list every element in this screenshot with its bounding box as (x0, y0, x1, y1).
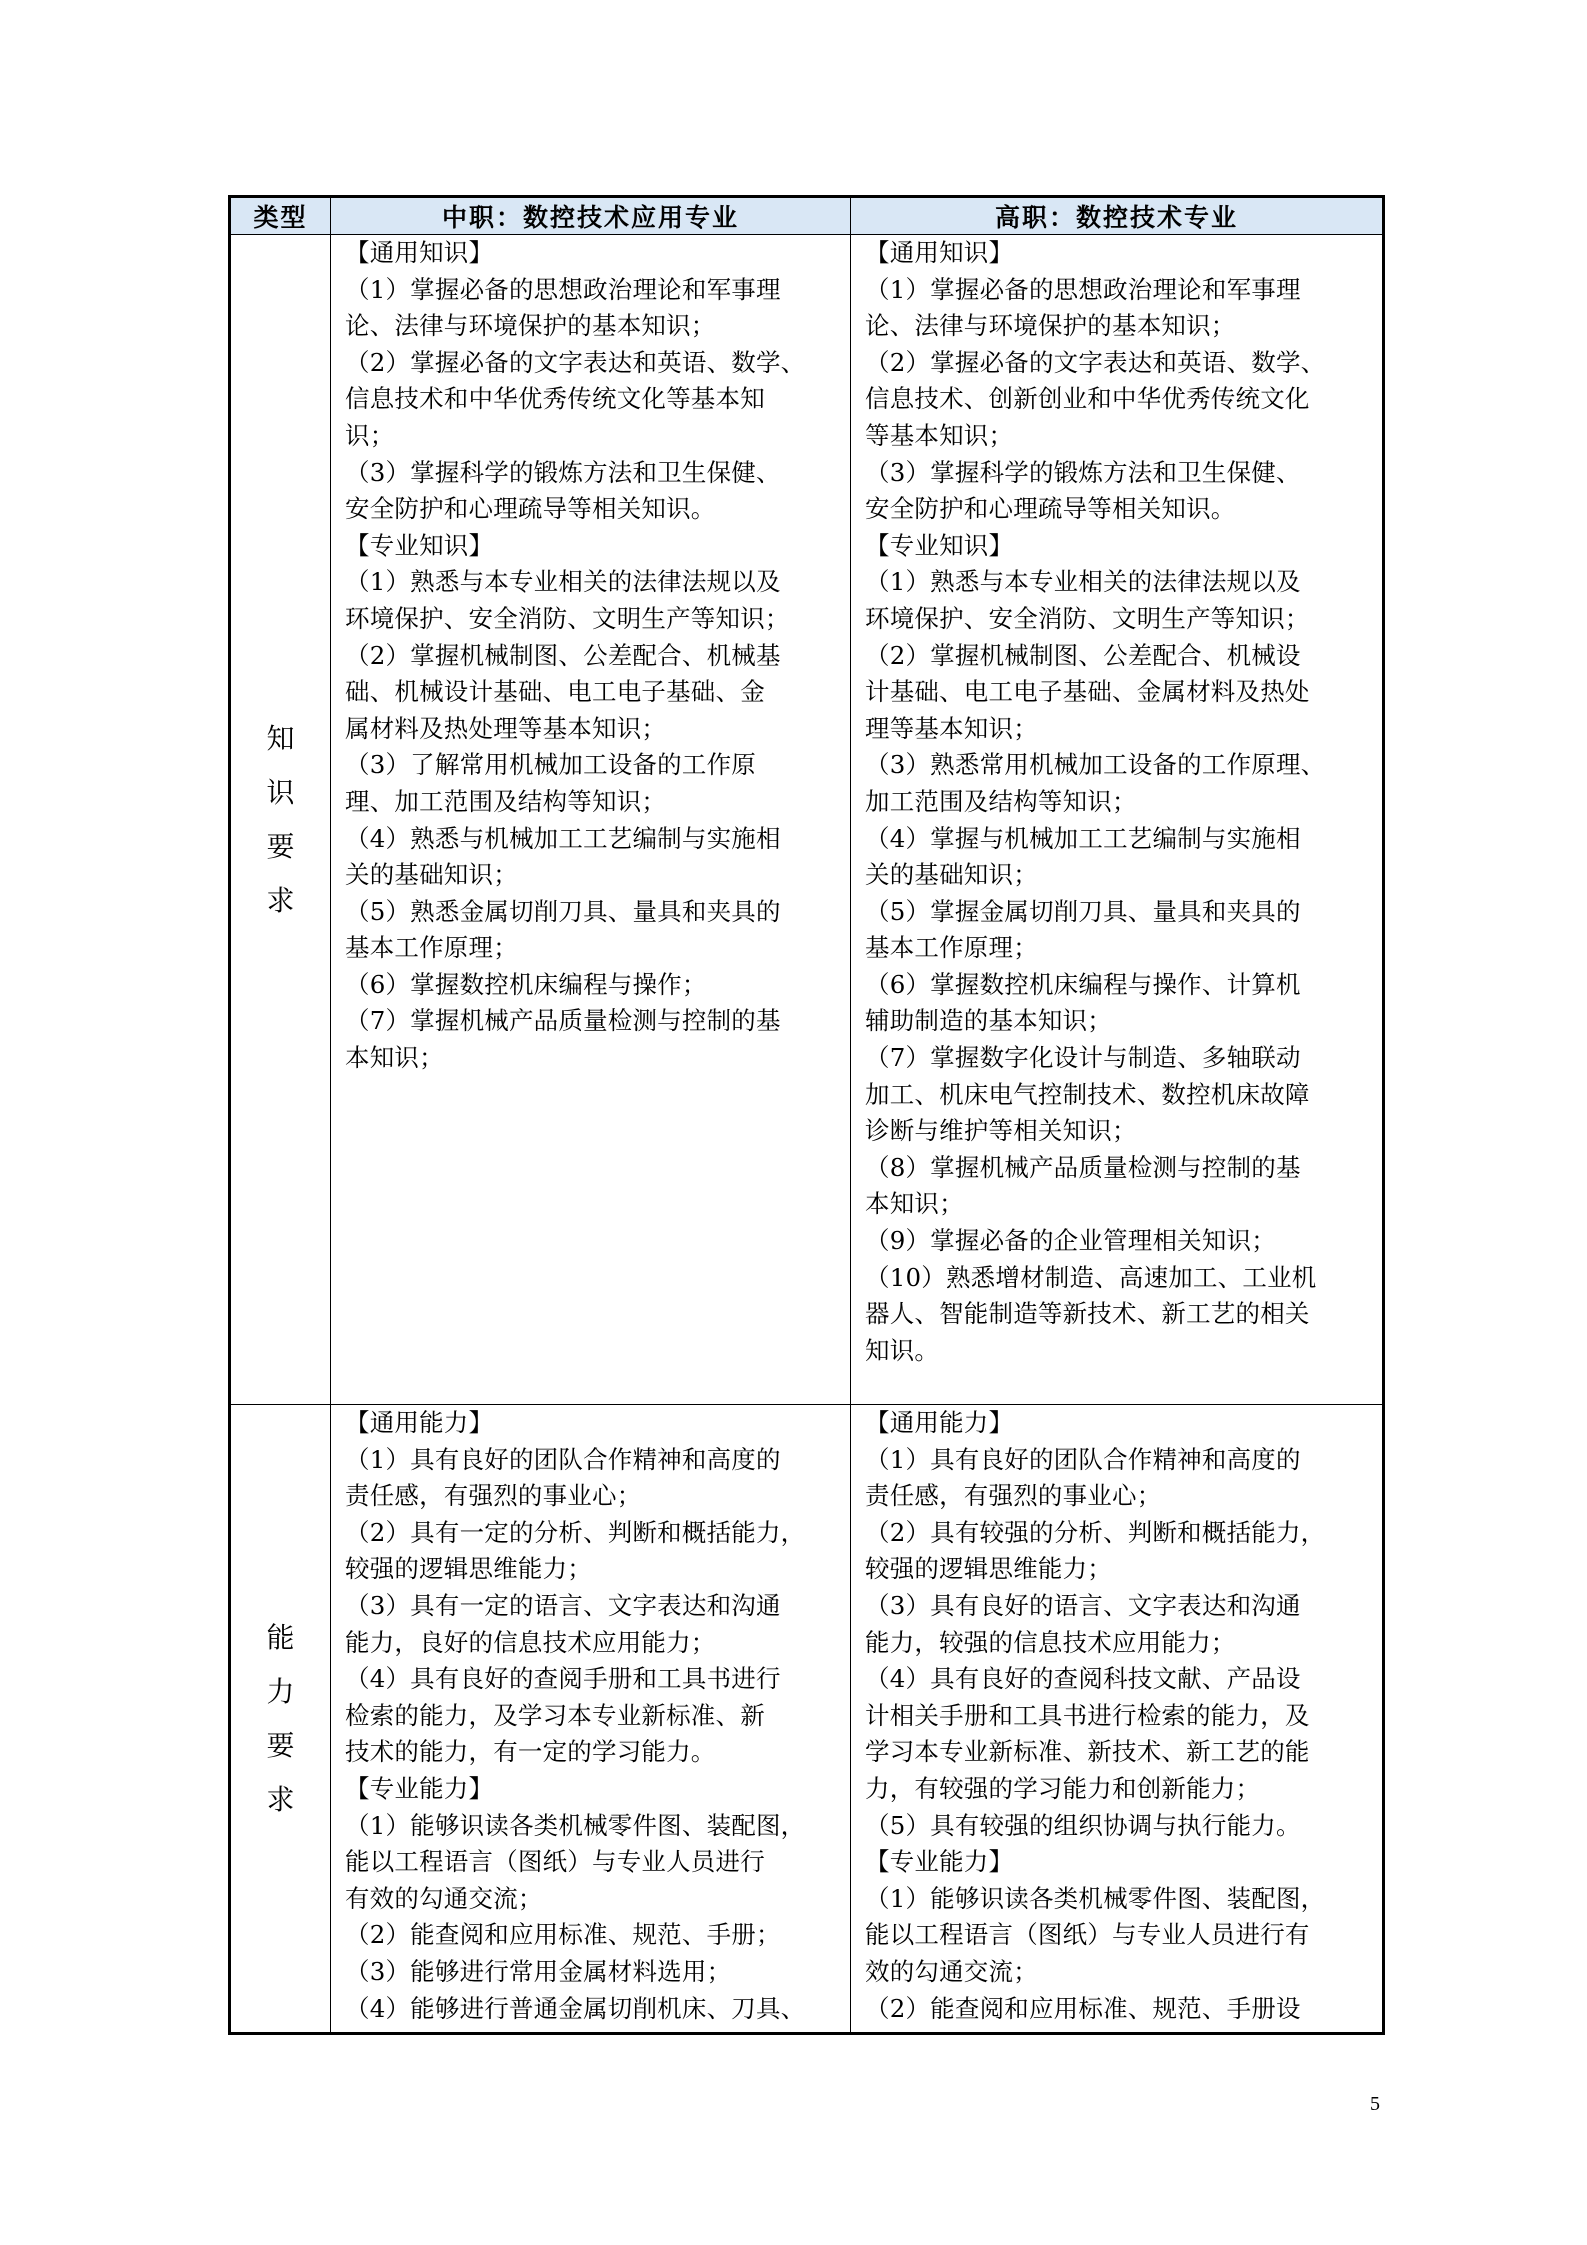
text-line: （1）掌握必备的思想政治理论和军事理 (865, 274, 1301, 304)
text-line: （9）掌握必备的企业管理相关知识； (865, 1226, 1276, 1256)
text-line: 【专业知识】 (345, 530, 494, 560)
text-line: 【通用能力】 (345, 1408, 494, 1437)
text-line: （1）能够识读各类机械零件图、装配图， (865, 1883, 1326, 1913)
row-type-ability (230, 1405, 331, 2034)
text-line: （10）熟悉增材制造、高速加工、工业机 (865, 1262, 1317, 1292)
text-line: （3）了解常用机械加工设备的工作原 (345, 750, 756, 780)
text-line: 器人、智能制造等新技术、新工艺的相关 (865, 1299, 1310, 1329)
text-line: 【专业能力】 (345, 1773, 494, 1803)
text-line: 等基本知识； (865, 420, 1014, 450)
text-line: 能力，较强的信息技术应用能力； (865, 1627, 1236, 1657)
text-line: 能以工程语言（图纸）与专业人员进行 (345, 1847, 765, 1877)
text-line: （3）掌握科学的锻炼方法和卫生保健、 (865, 457, 1301, 487)
row-type-label: 知识要求 (266, 721, 295, 917)
text-line: 论、法律与环境保护的基本知识； (865, 311, 1236, 341)
text-line: （7）掌握机械产品质量检测与控制的基 (345, 1006, 781, 1036)
text-line: 技术的能力，有一定的学习能力。 (345, 1737, 716, 1767)
text-line: （6）掌握数控机床编程与操作、计算机 (865, 969, 1301, 999)
curriculum-comparison-table (228, 195, 1385, 2035)
text-line: 基本工作原理； (865, 933, 1038, 963)
text-line: （1）具有良好的团队合作精神和高度的 (865, 1444, 1301, 1474)
text-line: 加工范围及结构等知识； (865, 786, 1137, 816)
text-line: 知识。 (865, 1335, 940, 1365)
text-line: 础、机械设计基础、电工电子基础、金 (345, 677, 765, 707)
row-type-knowledge (230, 235, 331, 1405)
text-line: （5）掌握金属切削刀具、量具和夹具的 (865, 896, 1301, 926)
text-line: 信息技术、创新创业和中华优秀传统文化 (865, 384, 1310, 414)
text-line: （1）能够识读各类机械零件图、装配图， (345, 1810, 806, 1840)
text-line: 加工、机床电气控制技术、数控机床故障 (865, 1079, 1310, 1109)
row-type-label: 能力要求 (266, 1620, 295, 1816)
text-line: 【通用知识】 (865, 238, 1014, 267)
text-line: 安全防护和心理疏导等相关知识。 (865, 494, 1236, 524)
text-line: 计基础、电工电子基础、金属材料及热处 (865, 677, 1310, 707)
text-line: （2）掌握机械制图、公差配合、机械设 (865, 640, 1301, 670)
text-line: （3）能够进行常用金属材料选用； (345, 1956, 732, 1986)
text-line: 环境保护、安全消防、文明生产等知识； (345, 603, 790, 633)
text-line: 本知识； (345, 1043, 444, 1073)
text-line: （1）熟悉与本专业相关的法律法规以及 (345, 567, 781, 597)
text-line: 辅助制造的基本知识； (865, 1006, 1112, 1036)
text-line: （1）熟悉与本专业相关的法律法规以及 (865, 567, 1301, 597)
text-line: （2）掌握机械制图、公差配合、机械基 (345, 640, 781, 670)
text-line: 效的勾通交流； (865, 1956, 1038, 1986)
table-header-row (230, 197, 1384, 235)
text-line: 责任感，有强烈的事业心； (865, 1481, 1162, 1511)
text-line: 安全防护和心理疏导等相关知识。 (345, 494, 716, 524)
text-line: （4）具有良好的查阅手册和工具书进行 (345, 1664, 781, 1694)
text-line: 属材料及热处理等基本知识； (345, 713, 667, 743)
text-line: （8）掌握机械产品质量检测与控制的基 (865, 1152, 1301, 1182)
text-line: 关的基础知识； (865, 860, 1038, 890)
text-line: （2）具有一定的分析、判断和概括能力， (345, 1517, 806, 1547)
ability-secondary-cell (331, 1405, 851, 2034)
text-line: 能力，良好的信息技术应用能力； (345, 1627, 716, 1657)
text-line: 论、法律与环境保护的基本知识； (345, 311, 716, 341)
text-line: 学习本专业新标准、新技术、新工艺的能 (865, 1737, 1310, 1767)
text-line: （4）掌握与机械加工工艺编制与实施相 (865, 823, 1301, 853)
text-line: 理、加工范围及结构等知识； (345, 786, 667, 816)
ability-higher-cell (851, 1405, 1384, 2034)
header-secondary-vocational: 中职：数控技术应用专业 (331, 197, 851, 235)
text-line: 能以工程语言（图纸）与专业人员进行有 (865, 1920, 1310, 1950)
text-line: （3）具有一定的语言、文字表达和沟通 (345, 1590, 781, 1620)
text-line: 理等基本知识； (865, 713, 1038, 743)
text-line: 【专业知识】 (865, 530, 1014, 560)
text-line: （2）具有较强的分析、判断和概括能力， (865, 1517, 1326, 1547)
header-type: 类型 (230, 197, 331, 235)
text-line: 诊断与维护等相关知识； (865, 1116, 1137, 1146)
text-line: （2）能查阅和应用标准、规范、手册设 (865, 1993, 1301, 2023)
page-number: 5 (1370, 2093, 1380, 2115)
text-line: （3）掌握科学的锻炼方法和卫生保健、 (345, 457, 781, 487)
text-line: 【专业能力】 (865, 1847, 1014, 1877)
text-line: 【通用能力】 (865, 1408, 1014, 1437)
text-line: 识； (345, 420, 395, 450)
text-line: 较强的逻辑思维能力； (345, 1554, 592, 1584)
text-line: 责任感，有强烈的事业心； (345, 1481, 642, 1511)
knowledge-higher-cell (851, 235, 1384, 1405)
text-line: （3）熟悉常用机械加工设备的工作原理、 (865, 750, 1326, 780)
text-line: 关的基础知识； (345, 860, 518, 890)
text-line: 信息技术和中华优秀传统文化等基本知 (345, 384, 765, 414)
table-row-ability (230, 1405, 1384, 2034)
header-higher-vocational: 高职：数控技术专业 (851, 197, 1384, 235)
text-line: 环境保护、安全消防、文明生产等知识； (865, 603, 1310, 633)
text-line: 【通用知识】 (345, 238, 494, 267)
text-line: 有效的勾通交流； (345, 1883, 543, 1913)
text-line: （7）掌握数字化设计与制造、多轴联动 (865, 1043, 1301, 1073)
text-line: （1）具有良好的团队合作精神和高度的 (345, 1444, 781, 1474)
text-line: 力，有较强的学习能力和创新能力； (865, 1773, 1261, 1803)
text-line: 检索的能力，及学习本专业新标准、新 (345, 1700, 765, 1730)
text-line: （1）掌握必备的思想政治理论和军事理 (345, 274, 781, 304)
text-line: 计相关手册和工具书进行检索的能力，及 (865, 1700, 1310, 1730)
text-line: （5）熟悉金属切削刀具、量具和夹具的 (345, 896, 781, 926)
text-line: （3）具有良好的语言、文字表达和沟通 (865, 1590, 1301, 1620)
knowledge-secondary-cell (331, 235, 851, 1405)
text-line: （6）掌握数控机床编程与操作； (345, 969, 707, 999)
text-line: 较强的逻辑思维能力； (865, 1554, 1112, 1584)
text-line: （4）熟悉与机械加工工艺编制与实施相 (345, 823, 781, 853)
text-line: 本知识； (865, 1189, 964, 1219)
table-row-knowledge (230, 235, 1384, 1405)
text-line: （4）具有良好的查阅科技文献、产品设 (865, 1664, 1301, 1694)
text-line: （2）掌握必备的文字表达和英语、数学、 (345, 347, 806, 377)
text-line: 基本工作原理； (345, 933, 518, 963)
text-line: （5）具有较强的组织协调与执行能力。 (865, 1810, 1301, 1840)
text-line: （2）能查阅和应用标准、规范、手册； (345, 1920, 781, 1950)
text-line: （4）能够进行普通金属切削机床、刀具、 (345, 1993, 806, 2023)
text-line: （2）掌握必备的文字表达和英语、数学、 (865, 347, 1326, 377)
